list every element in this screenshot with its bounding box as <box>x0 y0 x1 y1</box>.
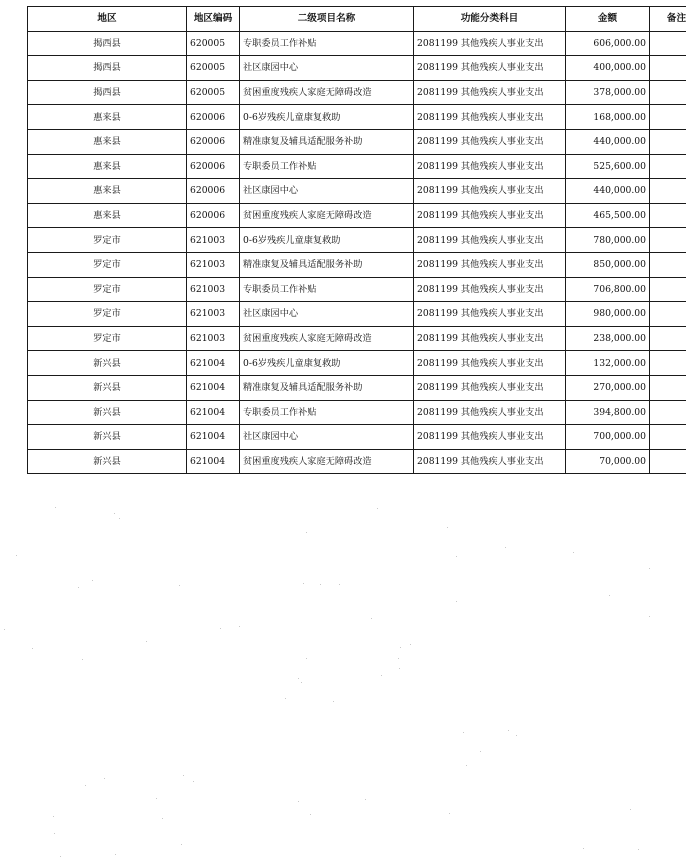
scan-speckle <box>508 730 509 731</box>
scan-speckle <box>447 527 448 528</box>
cell-code: 620006 <box>187 129 240 154</box>
scan-speckle <box>306 532 307 533</box>
cell-region: 新兴县 <box>28 400 187 425</box>
table-row <box>28 449 686 474</box>
scan-speckle <box>399 668 400 669</box>
cell-code: 620005 <box>187 80 240 105</box>
cell-note <box>650 425 686 450</box>
cell-region: 惠来县 <box>28 154 187 179</box>
scan-speckle <box>306 658 307 659</box>
scan-speckle <box>310 814 311 815</box>
table-row <box>28 203 686 228</box>
funding-table <box>27 6 686 474</box>
cell-item: 贫困重度残疾人家庭无障碍改造 <box>240 80 414 105</box>
scan-speckle <box>162 818 163 819</box>
scan-speckle <box>480 751 481 752</box>
cell-item: 0-6岁残疾儿童康复救助 <box>240 351 414 376</box>
cell-region: 惠来县 <box>28 129 187 154</box>
cell-amount: 132,000.00 <box>566 351 650 376</box>
header-code: 地区编码 <box>187 7 240 32</box>
cell-note <box>650 80 686 105</box>
scan-speckle <box>298 678 299 679</box>
cell-region: 新兴县 <box>28 425 187 450</box>
cell-region: 新兴县 <box>28 351 187 376</box>
cell-note <box>650 203 686 228</box>
scan-speckle <box>239 626 240 627</box>
cell-category: 2081199 其他残疾人事业支出 <box>414 252 566 277</box>
cell-category: 2081199 其他残疾人事业支出 <box>414 56 566 81</box>
scan-speckle <box>4 629 5 630</box>
cell-category: 2081199 其他残疾人事业支出 <box>414 154 566 179</box>
scan-speckle <box>82 659 83 660</box>
cell-category: 2081199 其他残疾人事业支出 <box>414 425 566 450</box>
cell-code: 621004 <box>187 425 240 450</box>
table-row <box>28 80 686 105</box>
table-row <box>28 326 686 351</box>
scan-speckle <box>320 584 321 585</box>
cell-note <box>650 179 686 204</box>
cell-amount: 525,600.00 <box>566 154 650 179</box>
cell-item: 专职委员工作补贴 <box>240 154 414 179</box>
cell-amount: 270,000.00 <box>566 375 650 400</box>
scan-speckle <box>449 813 450 814</box>
cell-category: 2081199 其他残疾人事业支出 <box>414 277 566 302</box>
cell-category: 2081199 其他残疾人事业支出 <box>414 105 566 130</box>
cell-amount: 465,500.00 <box>566 203 650 228</box>
header-category: 功能分类科目 <box>414 7 566 32</box>
scan-speckle <box>505 547 506 548</box>
cell-item: 精准康复及辅具适配服务补助 <box>240 252 414 277</box>
cell-code: 621004 <box>187 351 240 376</box>
scan-speckle <box>60 856 61 857</box>
table-row <box>28 302 686 327</box>
cell-region: 新兴县 <box>28 375 187 400</box>
scan-speckle <box>53 816 54 817</box>
scan-speckle <box>298 801 299 802</box>
cell-amount: 70,000.00 <box>566 449 650 474</box>
cell-region: 罗定市 <box>28 326 187 351</box>
cell-category: 2081199 其他残疾人事业支出 <box>414 326 566 351</box>
scan-speckle <box>301 682 302 683</box>
cell-code: 620006 <box>187 105 240 130</box>
cell-region: 罗定市 <box>28 228 187 253</box>
header-note: 备注 <box>650 7 686 32</box>
cell-region: 罗定市 <box>28 277 187 302</box>
cell-category: 2081199 其他残疾人事业支出 <box>414 31 566 56</box>
scan-speckle <box>181 844 182 845</box>
cell-category: 2081199 其他残疾人事业支出 <box>414 351 566 376</box>
cell-region: 惠来县 <box>28 105 187 130</box>
cell-code: 620006 <box>187 154 240 179</box>
scan-speckle <box>456 601 457 602</box>
cell-item: 社区康园中心 <box>240 179 414 204</box>
scan-speckle <box>193 781 194 782</box>
cell-note <box>650 252 686 277</box>
cell-category: 2081199 其他残疾人事业支出 <box>414 80 566 105</box>
cell-item: 0-6岁残疾儿童康复救助 <box>240 228 414 253</box>
header-item: 二级项目名称 <box>240 7 414 32</box>
scan-speckle <box>114 513 115 514</box>
cell-note <box>650 400 686 425</box>
scan-speckle <box>183 775 184 776</box>
scan-speckle <box>104 778 105 779</box>
table-row <box>28 252 686 277</box>
cell-note <box>650 56 686 81</box>
header-region: 地区 <box>28 7 187 32</box>
scan-speckle <box>220 628 221 629</box>
cell-note <box>650 375 686 400</box>
scan-speckle <box>400 647 401 648</box>
cell-item: 社区康园中心 <box>240 302 414 327</box>
cell-item: 0-6岁残疾儿童康复救助 <box>240 105 414 130</box>
cell-category: 2081199 其他残疾人事业支出 <box>414 179 566 204</box>
table-row <box>28 154 686 179</box>
cell-item: 贫困重度残疾人家庭无障碍改造 <box>240 449 414 474</box>
scan-speckle <box>92 580 93 581</box>
scan-speckle <box>649 568 650 569</box>
table-row <box>28 179 686 204</box>
cell-code: 620005 <box>187 31 240 56</box>
scan-speckle <box>463 732 464 733</box>
table-row <box>28 425 686 450</box>
cell-amount: 850,000.00 <box>566 252 650 277</box>
cell-item: 精准康复及辅具适配服务补助 <box>240 375 414 400</box>
cell-item: 专职委员工作补贴 <box>240 31 414 56</box>
cell-code: 621004 <box>187 449 240 474</box>
cell-note <box>650 31 686 56</box>
cell-amount: 980,000.00 <box>566 302 650 327</box>
cell-amount: 168,000.00 <box>566 105 650 130</box>
cell-category: 2081199 其他残疾人事业支出 <box>414 375 566 400</box>
cell-region: 惠来县 <box>28 179 187 204</box>
cell-item: 社区康园中心 <box>240 425 414 450</box>
scan-speckle <box>16 555 17 556</box>
scan-speckle <box>516 735 517 736</box>
scan-speckle <box>32 648 33 649</box>
header-amount: 金额 <box>566 7 650 32</box>
cell-amount: 238,000.00 <box>566 326 650 351</box>
cell-note <box>650 351 686 376</box>
scan-speckle <box>583 848 584 849</box>
table-header <box>28 7 686 32</box>
cell-amount: 706,800.00 <box>566 277 650 302</box>
scan-speckle <box>78 587 79 588</box>
cell-code: 621003 <box>187 228 240 253</box>
scan-speckle <box>55 507 56 508</box>
scan-speckle <box>638 849 639 850</box>
scan-speckle <box>456 556 457 557</box>
table-row <box>28 277 686 302</box>
cell-code: 620006 <box>187 203 240 228</box>
cell-region: 揭西县 <box>28 31 187 56</box>
cell-category: 2081199 其他残疾人事业支出 <box>414 203 566 228</box>
cell-item: 贫困重度残疾人家庭无障碍改造 <box>240 203 414 228</box>
scan-speckle <box>371 618 372 619</box>
cell-note <box>650 449 686 474</box>
cell-region: 新兴县 <box>28 449 187 474</box>
table-row <box>28 56 686 81</box>
table-row <box>28 400 686 425</box>
scan-speckle <box>146 641 147 642</box>
table-row <box>28 105 686 130</box>
cell-note <box>650 105 686 130</box>
scan-speckle <box>365 799 366 800</box>
scan-speckle <box>398 658 399 659</box>
cell-code: 621003 <box>187 302 240 327</box>
scan-speckle <box>573 552 574 553</box>
cell-amount: 440,000.00 <box>566 129 650 154</box>
scan-speckle <box>179 585 180 586</box>
scan-speckle <box>410 644 411 645</box>
cell-item: 贫困重度残疾人家庭无障碍改造 <box>240 326 414 351</box>
cell-category: 2081199 其他残疾人事业支出 <box>414 228 566 253</box>
cell-code: 621003 <box>187 277 240 302</box>
scan-speckle <box>115 854 116 855</box>
scan-speckle <box>119 518 120 519</box>
cell-category: 2081199 其他残疾人事业支出 <box>414 400 566 425</box>
cell-note <box>650 326 686 351</box>
scan-speckle <box>156 798 157 799</box>
scan-speckle <box>54 833 55 834</box>
cell-amount: 378,000.00 <box>566 80 650 105</box>
table-row <box>28 228 686 253</box>
cell-note <box>650 277 686 302</box>
table-row <box>28 375 686 400</box>
cell-code: 621004 <box>187 375 240 400</box>
cell-amount: 400,000.00 <box>566 56 650 81</box>
cell-category: 2081199 其他残疾人事业支出 <box>414 129 566 154</box>
cell-category: 2081199 其他残疾人事业支出 <box>414 302 566 327</box>
cell-note <box>650 302 686 327</box>
scan-speckle <box>85 785 86 786</box>
scan-speckle <box>285 698 286 699</box>
cell-amount: 394,800.00 <box>566 400 650 425</box>
cell-item: 专职委员工作补贴 <box>240 277 414 302</box>
cell-item: 社区康园中心 <box>240 56 414 81</box>
scan-speckle <box>609 595 610 596</box>
cell-note <box>650 228 686 253</box>
cell-code: 621003 <box>187 326 240 351</box>
cell-amount: 606,000.00 <box>566 31 650 56</box>
cell-code: 620005 <box>187 56 240 81</box>
cell-item: 精准康复及辅具适配服务补助 <box>240 129 414 154</box>
cell-amount: 440,000.00 <box>566 179 650 204</box>
cell-code: 621004 <box>187 400 240 425</box>
table-body <box>28 31 686 474</box>
cell-amount: 700,000.00 <box>566 425 650 450</box>
header-row <box>28 7 686 32</box>
table-row <box>28 351 686 376</box>
scan-speckle <box>466 765 467 766</box>
cell-region: 罗定市 <box>28 252 187 277</box>
cell-item: 专职委员工作补贴 <box>240 400 414 425</box>
table-row <box>28 31 686 56</box>
cell-region: 惠来县 <box>28 203 187 228</box>
cell-region: 揭西县 <box>28 56 187 81</box>
cell-region: 罗定市 <box>28 302 187 327</box>
scan-speckle <box>339 584 340 585</box>
scan-speckle <box>333 701 334 702</box>
cell-category: 2081199 其他残疾人事业支出 <box>414 449 566 474</box>
cell-note <box>650 129 686 154</box>
scan-speckle <box>377 508 378 509</box>
scan-speckle <box>381 675 382 676</box>
cell-region: 揭西县 <box>28 80 187 105</box>
scan-speckle <box>303 583 304 584</box>
cell-code: 620006 <box>187 179 240 204</box>
cell-code: 621003 <box>187 252 240 277</box>
cell-note <box>650 154 686 179</box>
scan-speckle <box>649 616 650 617</box>
table-row <box>28 129 686 154</box>
scan-speckle <box>630 809 631 810</box>
cell-amount: 780,000.00 <box>566 228 650 253</box>
